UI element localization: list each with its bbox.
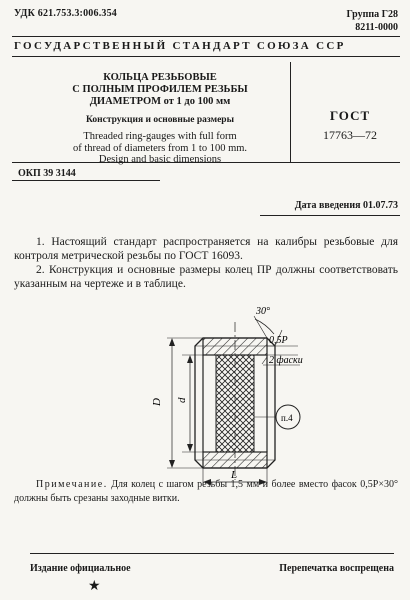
chamfer-count-label: 2 фаски [269, 355, 303, 366]
angle-label: 30° [256, 306, 270, 317]
paragraph-1: 1. Настоящий стандарт распространяется на калибры резьбовые для контроля метрической резьбы по ГОСТ 16093. [14, 236, 398, 262]
standard-banner: ГОСУДАРСТВЕННЫЙ СТАНДАРТ СОЮЗА ССР [14, 40, 346, 52]
dim-L-label: L [231, 469, 238, 481]
title-ru-line2: С ПОЛНЫМ ПРОФИЛЕМ РЕЗЬБЫ [72, 84, 248, 95]
star-icon: ★ [88, 579, 101, 594]
dim-D-label: D [151, 398, 163, 406]
chamfer-label: 0,5P [269, 335, 288, 346]
title-en-line3: Design and basic dimensions [98, 154, 222, 165]
title-ru-line3: ДИАМЕТРОМ от 1 до 100 мм [89, 96, 231, 107]
paragraph-2: 2. Конструкция и основные размеры колец ПР должны соответствовать указанным на чертеже и в таблице. [14, 264, 398, 290]
left-edge [195, 338, 203, 468]
gost-number: 17763—72 [323, 128, 377, 142]
footer-rule [30, 553, 394, 554]
title-ru-line1: КОЛЬЦА РЕЗЬБОВЫЕ [103, 72, 217, 83]
reprint-prohibited: Перепечатка воспрещена [279, 563, 394, 574]
note [14, 478, 398, 506]
reference-label: п.4 [281, 413, 293, 423]
title-en-line1: Threaded ring-gauges with full form [83, 131, 237, 142]
note-label: Примечание. [36, 479, 108, 490]
official-edition: Издание официальное [30, 563, 131, 574]
group-label: Группа Г28 [346, 9, 398, 20]
group-code: 8211-0000 [355, 22, 398, 33]
udk-code: УДК 621.753.3:006.354 [14, 8, 117, 19]
okp-code: ОКП 39 3144 [18, 168, 76, 179]
title-ru-subtitle: Конструкция и основные размеры [85, 115, 234, 125]
title-en-line2: of thread of diameters from 1 to 100 mm. [72, 142, 248, 154]
note-text: Для колец с шагом резьбы 1,5 мм и более вместо фасок 0,5P×30° должны быть срезаны заходные витки. [14, 479, 398, 504]
gost-label: ГОСТ [329, 108, 371, 123]
date-of-introduction: Дата введения 01.07.73 [294, 200, 398, 211]
dim-d-label: d [176, 397, 188, 403]
angle-arc [255, 319, 274, 334]
